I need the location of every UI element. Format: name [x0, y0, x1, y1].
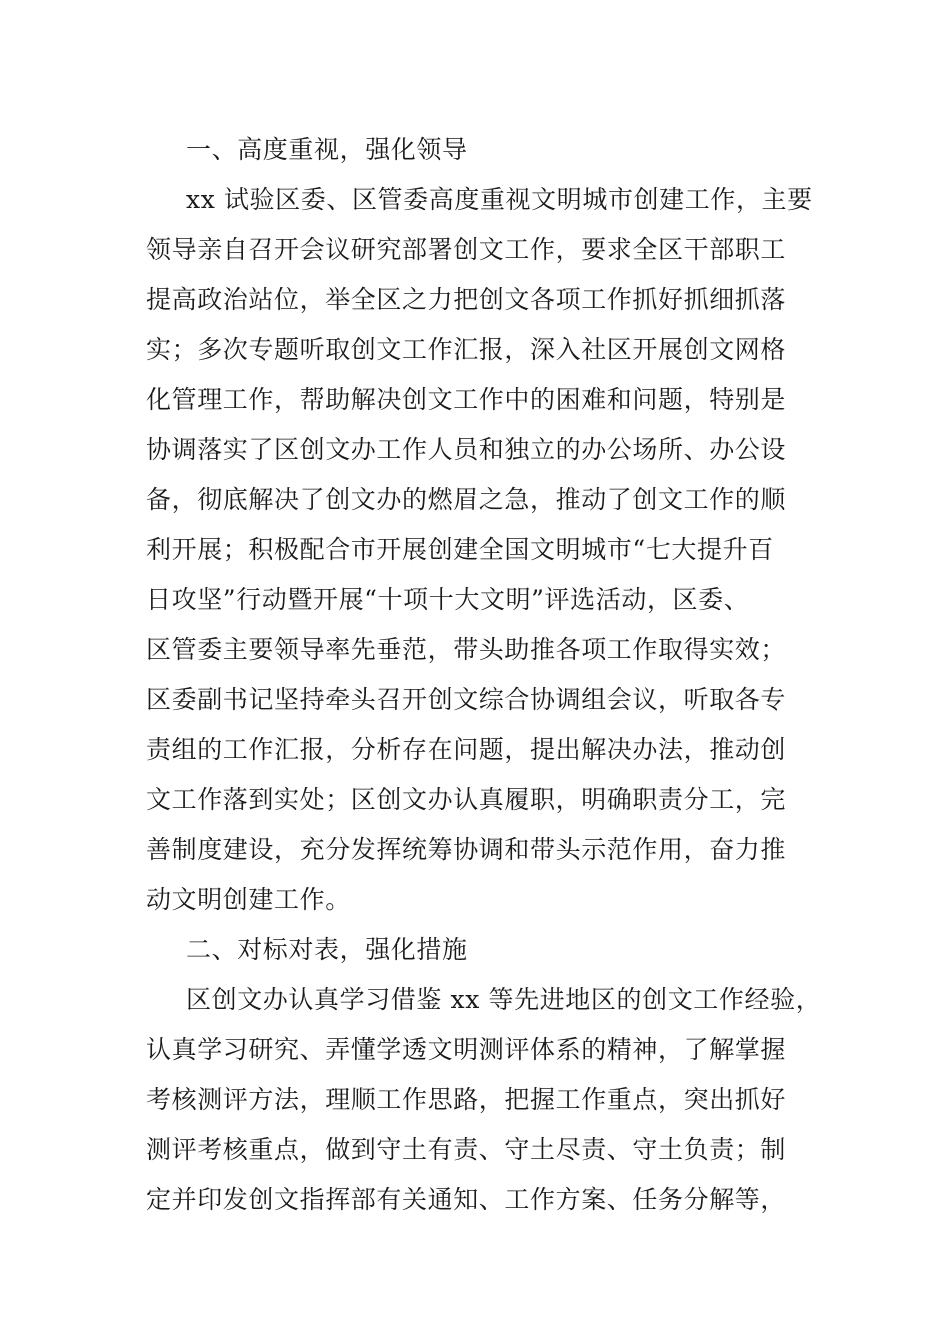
paragraph-line: 测评考核重点，做到守土有责、守土尽责、守土负责；制 [146, 1135, 787, 1164]
paragraph-line: 区管委主要领导率先垂范，带头助推各项工作取得实效； [146, 635, 787, 664]
paragraph-line: 备，彻底解决了创文办的燃眉之急，推动了创文工作的顺 [146, 485, 787, 514]
paragraph-line: 化管理工作，帮助解决创文工作中的困难和问题，特别是 [146, 385, 787, 414]
paragraph-line: 考核测评方法，理顺工作思路，把握工作重点，突出抓好 [146, 1085, 787, 1114]
paragraph-line: 认真学习研究、弄懂学透文明测评体系的精神，了解掌握 [146, 1035, 787, 1064]
paragraph-line: 日攻坚”行动暨开展“十项十大文明”评选活动，区委、 [146, 585, 750, 614]
paragraph-line: 区委副书记坚持牵头召开创文综合协调组会议，听取各专 [146, 685, 787, 714]
paragraph-line: 责组的工作汇报，分析存在问题，提出解决办法，推动创 [146, 735, 787, 764]
paragraph-line: 提高政治站位，举全区之力把创文各项工作抓好抓细抓落 [146, 285, 787, 314]
section-heading-1: 一、高度重视，强化领导 [186, 135, 468, 164]
paragraph-line: 善制度建设，充分发挥统筹协调和带头示范作用，奋力推 [146, 835, 787, 864]
paragraph-line: 领导亲自召开会议研究部署创文工作，要求全区干部职工 [146, 235, 787, 264]
paragraph-line: 协调落实了区创文办工作人员和独立的办公场所、办公设 [146, 435, 787, 464]
section-heading-2: 二、对标对表，强化措施 [186, 935, 468, 964]
paragraph-line: 定并印发创文指挥部有关通知、工作方案、任务分解等， [146, 1185, 787, 1214]
paragraph-line: 利开展；积极配合市开展创建全国文明城市“七大提升百 [146, 535, 774, 564]
paragraph-line: 文工作落到实处；区创文办认真履职，明确职责分工，完 [146, 785, 787, 814]
paragraph-line: xx 试验区委、区管委高度重视文明城市创建工作，主要 [186, 185, 813, 214]
paragraph-line: 区创文办认真学习借鉴 xx 等先进地区的创文工作经验， [186, 985, 822, 1014]
paragraph-line: 动文明创建工作。 [146, 885, 351, 914]
paragraph-line: 实；多次专题听取创文工作汇报，深入社区开展创文网格 [146, 335, 787, 364]
